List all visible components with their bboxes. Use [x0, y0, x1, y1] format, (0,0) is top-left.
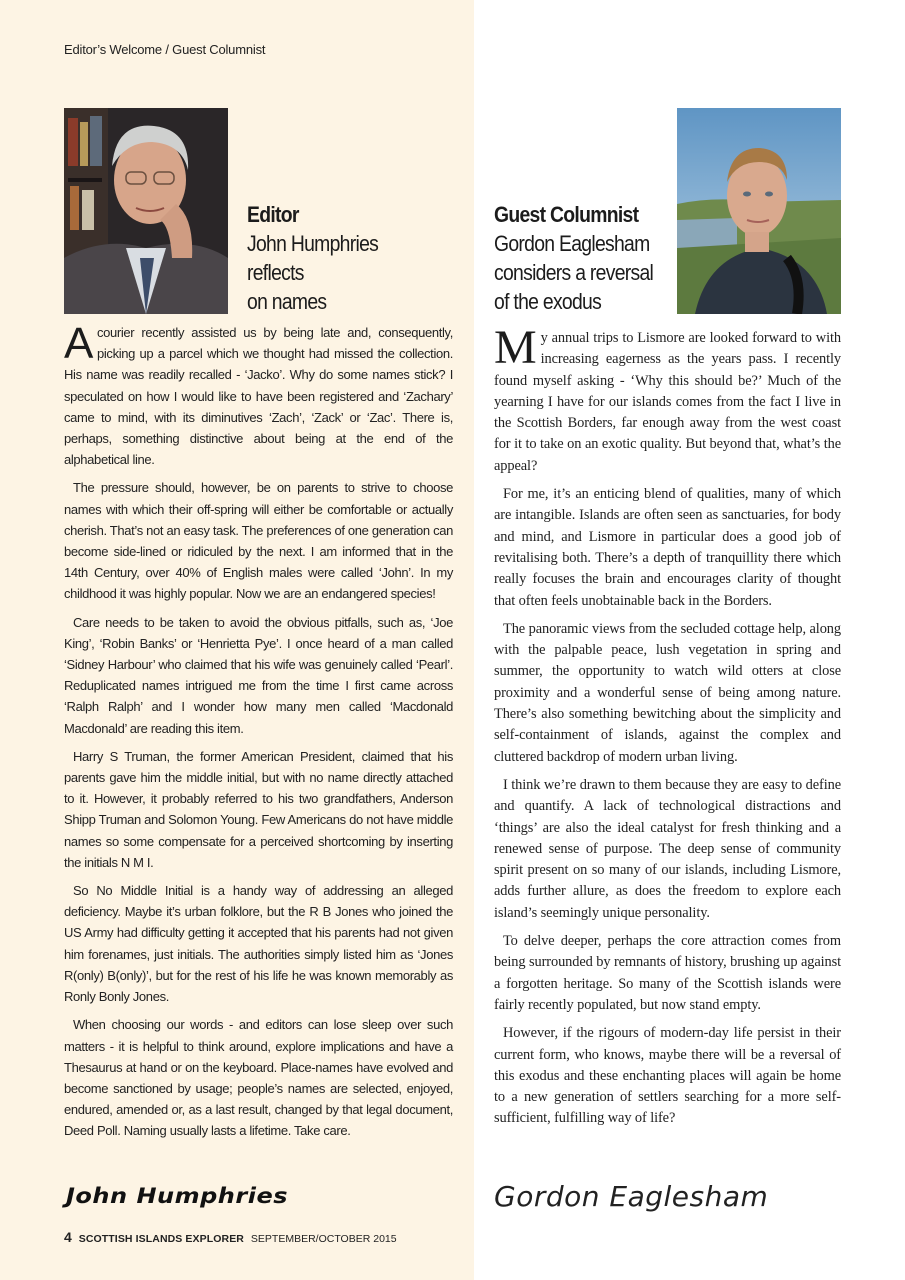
article-paragraph: To delve deeper, perhaps the core attraction comes from being surrounded by remnants of history, brushing up against a forgotten heritage. So many of the Scottish islands were fairly recently populated, but now stand empty.	[494, 933, 841, 1013]
guest-signature: Gordon Eaglesham	[494, 1180, 769, 1213]
article-paragraph: Care needs to be taken to avoid the obvious pitfalls, such as, ‘Joe King’, ‘Robin Banks’ or ‘Henrietta Pye’. I once heard of a man called ‘Sidney Harbour’ who claimed that his wife was genuinely called ‘Pearl’. Reduplicated names intrigued me from the time I first came across ‘Ralph Ralph’ and I wonder how many men called ‘Macdonald Macdonald’ are reading this item.	[64, 614, 453, 736]
article-paragraph	[494, 321, 841, 477]
article-paragraph: I think we’re drawn to them because they are easy to define and quantify. A lack of technological distractions and ‘things’ are also the ideal catalyst for fresh thinking and a renewed sense of purpose. The deep sense of community spirit present on so many of our islands, including Lismore, adds further allure, as does the freedom to explore each island’s seemingly unique personality.	[494, 776, 841, 921]
article-paragraph	[64, 319, 453, 470]
paragraph-text: y annual trips to Lismore are looked forward to with increasing eagerness as the years pass. I recently found myself asking - ‘Why this should be?’ Much of the yearning I have for our islands comes from the fact I live in the Scottish Borders, far enough away from the west coast for it to take on an exotic quality. But beyond that, what’s the appeal?	[494, 330, 841, 474]
guest-article	[494, 321, 841, 1137]
guest-headline-line: considers a reversal	[494, 260, 654, 285]
magazine-name: SCOTTISH ISLANDS EXPLORER	[78, 1233, 244, 1245]
article-paragraph: So No Middle Initial is a handy way of addressing an alleged deficiency. Maybe it’s urban folklore, but the R B Jones who joined the US Army had difficulty getting it accepted that his parents had not given him forenames, just initials. The authorities simply listed him as ‘Jones R(only) B(only)’, but for the rest of his life he was known memorably as Ronly Bonly Jones.	[64, 883, 453, 1005]
guest-headline-line: of the exodus	[494, 289, 602, 314]
editor-signature: John Humphries	[66, 1183, 289, 1209]
article-paragraph: The pressure should, however, be on parents to strive to choose names with which their off-spring will either be comfortable or actually cherish. That’s not an easy task. The preferences of one generation can become side-lined or ridiculed by the next. I am informed that in the 14th Century, over 40% of English males were called ‘John’. In my childhood it was highly popular. Now we are an endangered species!	[64, 480, 453, 602]
editor-photo	[64, 108, 228, 314]
drop-cap: A	[64, 319, 93, 368]
guest-headline-title: Guest Columnist	[494, 202, 639, 227]
article-paragraph: The panoramic views from the secluded cottage help, along with the palpable peace, lush vegetation in spring and summer, the opportunity to watch wild otters at close proximity and a wonderful sense of being among nature. There’s also something bewitching about the simplicity and self-containment of islands, against the complex and cluttered backdrop of modern urban living.	[494, 620, 841, 765]
editor-headline-line: John Humphries	[247, 231, 379, 256]
article-paragraph: However, if the rigours of modern-day life persist in their current form, who knows, maybe there will be a reversal of this exodus and these enchanting places will again be home to a new generation of settlers searching for a more self-sufficient, fulfilling way of life?	[494, 1025, 841, 1127]
editor-headline-line: reflects	[247, 260, 304, 285]
editor-headline-title: Editor	[247, 202, 299, 227]
guest-headline-line: Gordon Eaglesham	[494, 231, 650, 256]
editor-headline-line: on names	[247, 289, 327, 314]
guest-headline	[494, 200, 679, 316]
page-number: 4	[64, 1229, 72, 1245]
editor-article	[64, 319, 453, 1149]
guest-columnist-photo	[677, 108, 841, 314]
article-paragraph: For me, it’s an enticing blend of qualities, many of which are intangible. Islands are often seen as sanctuaries, for body and mind, and Lismore in particular does a good job of revitalising both. There’s a depth of tranquillity there which really focuses the brain and encourages clarity of thought that often feels unobtainable back in the Borders.	[494, 486, 841, 609]
page-footer	[64, 1229, 397, 1245]
article-paragraph: Harry S Truman, the former American President, claimed that his parents gave him the middle initial, but with no name directly attached to it. However, it probably referred to his two grandfathers, Anderson Shipp Truman and Solomon Young. Few Americans do not have middle names so some compensate for a perceived shortcoming by inserting the initials N M I.	[64, 748, 453, 870]
paragraph-text: courier recently assisted us by being late and, consequently, picking up a parcel which we thought had missed the collection. His name was readily recalled - ‘Jacko’. Why do some names stick? I speculated on how I would like to have been registered and ‘Zachary’ came to mind, with its diminutives ‘Zach’, ‘Zack’ or ‘Zac’. There is, perhaps, something distinctive about being at the end of the alphabetical line.	[64, 325, 453, 468]
article-paragraph: When choosing our words - and editors can lose sleep over such matters - it is helpful to think around, explore implications and have a Thesaurus at hand or on the keyboard. Place-names have evolved and become sanctioned by usage; people’s names are selected, enjoyed, endured, amended or, as a last result, changed by that legal document, Deed Poll. Naming usually lasts a lifetime. Take care.	[64, 1017, 453, 1139]
section-label: Editor’s Welcome / Guest Columnist	[64, 42, 266, 57]
editor-headline	[247, 200, 449, 316]
issue-date: SEPTEMBER/OCTOBER 2015	[250, 1233, 397, 1245]
drop-cap: M	[494, 321, 537, 374]
